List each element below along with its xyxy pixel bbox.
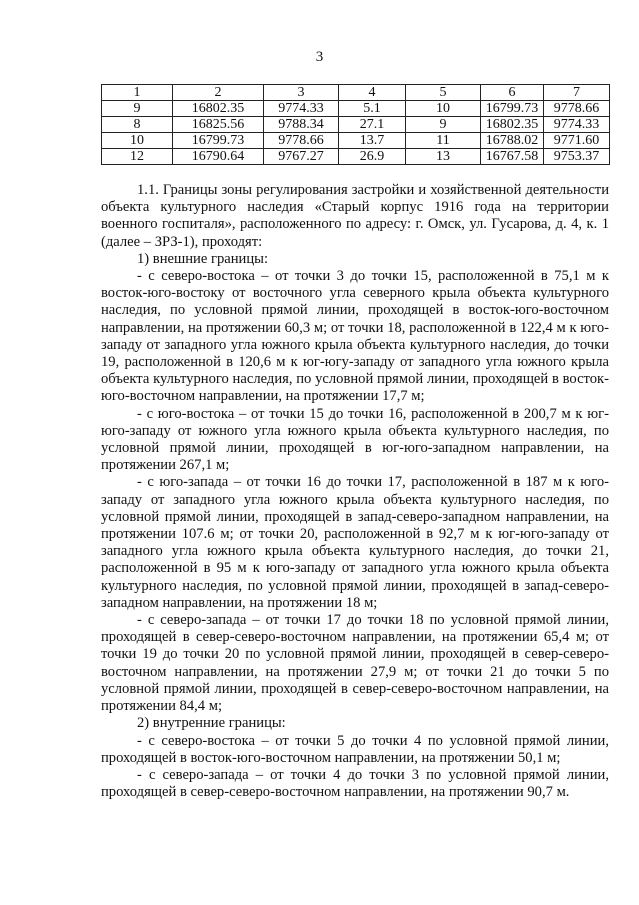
header-cell: 4 xyxy=(339,85,406,101)
table-cell: 9753.37 xyxy=(544,149,610,165)
table-cell: 16788.02 xyxy=(481,133,544,149)
boundary-northwest-paragraph: - с северо-запада – от точки 17 до точки 18 по условной прямой линии, проходящей в север-северо-восточном направлении, на протяжении 65,4 м; от точки 19 до точки 20 по условной прямой линии, проходящей в север-северо-восточном направлении, на протяжении 27,9 м; от точки 21 до точки 5 по условной прямой линии, проходящей в север-северо-восточном направлении, на протяжении 84,4 м; xyxy=(101,612,609,715)
table-cell: 9774.33 xyxy=(544,117,610,133)
document-body xyxy=(101,182,609,801)
table-row xyxy=(102,101,610,117)
header-cell: 7 xyxy=(544,85,610,101)
table-cell: 9 xyxy=(102,101,173,117)
table-cell: 16790.64 xyxy=(173,149,264,165)
table-cell: 16799.73 xyxy=(173,133,264,149)
table-cell: 9771.60 xyxy=(544,133,610,149)
table-cell: 16825.56 xyxy=(173,117,264,133)
boundary-northeast-paragraph: - с северо-востока – от точки 3 до точки 15, расположенной в 75,1 м к восток-юго-востоку от восточного угла северного крыла объекта культурного наследия, по условной прямой линии, проходящей в восток-юго-восточном направлении, на протяжении 60,3 м; от точки 18, расположенной в 122,4 м к юго-западу от западного угла южного крыла объекта культурного наследия, до точки 19, расположенной в 120,6 м к юг-югу-западу от западного угла южного крыла объекта культурного наследия, по условной прямой линии, проходящей в восток-юго-восточном направлении, на протяжении 17,7 м; xyxy=(101,268,609,405)
table-cell: 9774.33 xyxy=(264,101,339,117)
table-cell: 9778.66 xyxy=(544,101,610,117)
header-cell: 1 xyxy=(102,85,173,101)
table-cell: 5.1 xyxy=(339,101,406,117)
internal-northwest-paragraph: - с северо-запада – от точки 4 до точки 3 по условной прямой линии, проходящей в север-северо-восточном направлении, на протяжении 90,7 м. xyxy=(101,766,609,801)
external-boundaries-heading: 1) внешние границы: xyxy=(137,250,269,267)
table-cell: 9788.34 xyxy=(264,117,339,133)
table-cell: 26.9 xyxy=(339,149,406,165)
table-cell: 10 xyxy=(406,101,481,117)
header-cell: 2 xyxy=(173,85,264,101)
internal-northeast-paragraph: - с северо-востока – от точки 5 до точки 4 по условной прямой линии, проходящей в восток-юго-восточном направлении, на протяжении 50,1 м; xyxy=(101,732,609,766)
header-cell: 3 xyxy=(264,85,339,101)
section-intro-paragraph: 1.1. Границы зоны регулирования застройки и хозяйственной деятельности объекта культурного наследия «Старый корпус 1916 года на территории военного госпиталя», расположенного по адресу: г. Омск, ул. Гусарова, д. 4, к. 1 (далее – ЗРЗ-1), проходят: xyxy=(101,182,609,250)
table-cell: 16802.35 xyxy=(173,101,264,117)
table-row xyxy=(102,117,610,133)
table-row xyxy=(102,149,610,165)
table-cell: 8 xyxy=(102,117,173,133)
table-cell: 12 xyxy=(102,149,173,165)
internal-boundaries-heading: 2) внутренние границы: xyxy=(137,715,286,732)
boundary-southwest-paragraph: - с юго-запада – от точки 16 до точки 17, расположенной в 187 м к юго-западу от западного угла южного крыла объекта культурного наследия, по условной прямой линии, проходящей в запад-северо-западном направлении, на протяжении 107.6 м; от точки 20, расположенной в 92,7 м к юг-юго-западу от западного угла южного крыла объекта культурного наследия, до точки 21, расположенной в 95 м к юго-западу от западного угла южного крыла объекта культурного наследия, по условной прямой линии, проходящей в запад-северо-западном направлении, на протяжении 18 м; xyxy=(101,474,609,611)
table-cell: 16802.35 xyxy=(481,117,544,133)
table-cell: 16767.58 xyxy=(481,149,544,165)
table-cell: 13.7 xyxy=(339,133,406,149)
table-cell: 10 xyxy=(102,133,173,149)
table-cell: 9767.27 xyxy=(264,149,339,165)
boundary-southeast-paragraph: - с юго-востока – от точки 15 до точки 16, расположенной в 200,7 м к юг-юго-западу от южного угла южного крыла объекта культурного наследия, по условной прямой линии, проходящей в юг-юго-западном направлении, на протяжении 267,1 м; xyxy=(101,405,609,474)
header-cell: 5 xyxy=(406,85,481,101)
table-cell: 16799.73 xyxy=(481,101,544,117)
coordinates-table xyxy=(101,84,610,165)
table-cell: 13 xyxy=(406,149,481,165)
header-cell: 6 xyxy=(481,85,544,101)
table-row xyxy=(102,133,610,149)
table-cell: 9 xyxy=(406,117,481,133)
table-header-row xyxy=(102,85,610,101)
table-cell: 11 xyxy=(406,133,481,149)
table-cell: 27.1 xyxy=(339,117,406,133)
table-cell: 9778.66 xyxy=(264,133,339,149)
page-number: 3 xyxy=(315,49,324,65)
